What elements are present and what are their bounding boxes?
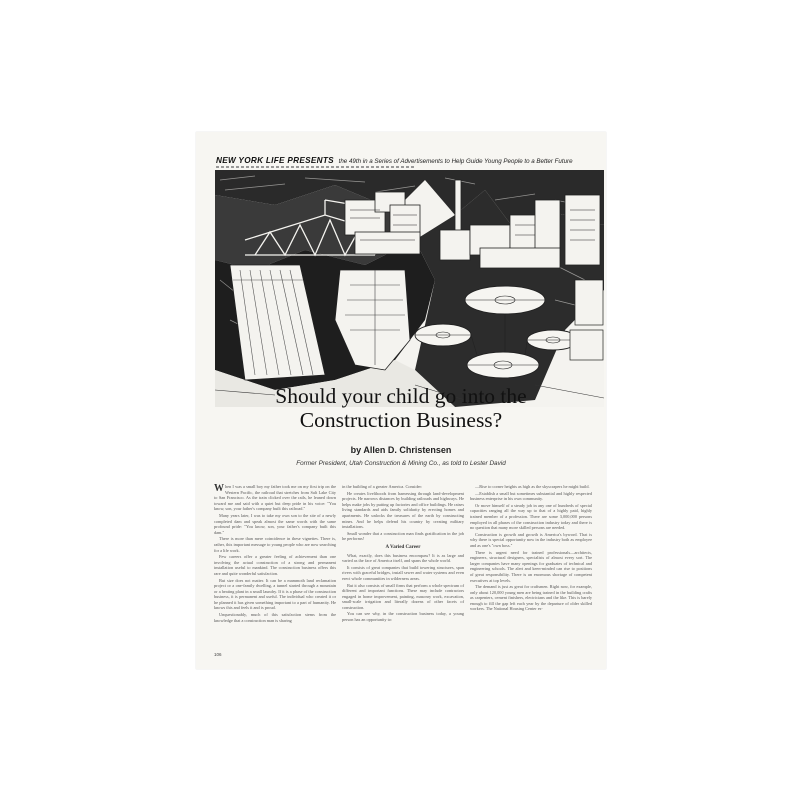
paragraph: You can see why, in the construction business today, a young person has an opportunity to: [342, 611, 464, 623]
paragraph: —Rise to corner heights as high as the skyscrapers he might build. [475, 484, 590, 489]
magazine-page [196, 132, 606, 669]
section-heading: A Varied Career [385, 544, 421, 550]
title-line-2: Construction Business? [299, 408, 503, 432]
brand-label: NEW YORK LIFE PRESENTS [216, 156, 334, 165]
page-number: 106 [214, 652, 222, 657]
paragraph: Or move himself of a steady job in any one of hundreds of special capacities ranging all the way up to that of a highly paid, highly trained member of a profession. There are some 3,000,000 persons employed in all phases of the construction industry today and there is no question that many more skilled persons are needed. [470, 502, 592, 531]
byline: by Allen D. Christensen [350, 445, 452, 455]
paragraph: He creates livelihoods from harnessing through land-development projects. He narrows distances by building railroads and highways. He helps make jobs by putting up factories and office buildings. He raises living standards and aids family solidarity by erecting homes and apartments. He unlocks the treasures of the earth by constructing mines. And he helps defend his country by creating military installations. [342, 490, 464, 530]
paragraph: There is urgent need for trained professionals—architects, engineers, structural designers, specialists of almost every sort. The larger companies have many openings for graduates of technical and engineering schools. The alert and keen-minded can rise to positions of great responsibility. There is an enormous shortage of competent executives at top levels. [470, 549, 592, 583]
paragraph: What, exactly, does this business encompass? It is as large and varied as the face of America itself, and spans the whole world. [342, 552, 464, 564]
paragraph: —Establish a small but sometimes substantial and highly respected business enterprise in his own community. [470, 490, 592, 502]
fine-print-rule [216, 166, 416, 168]
series-text: the 49th in a Series of Advertisements to Help Guide Young People to a Better Future [338, 158, 573, 165]
title-line-1: Should your child go into the [275, 384, 527, 408]
series-header [216, 156, 601, 165]
paragraph: It consists of great companies that build towering structures, span rivers with graceful bridges, install sewer and water systems and even erect whole communities in wilderness areas. [342, 564, 464, 581]
text-column-3 [470, 484, 592, 613]
paragraph: Construction is growth and growth is America's byword. That is why there is special opportunity now in the industry both as employee and as one's "own boss." [470, 531, 592, 548]
paragraph: Unquestionably, much of this satisfaction stems from the knowledge that a construction man is sharing [214, 612, 336, 623]
paragraph: But size does not matter. It can be a mammoth land reclamation project or a one-family dwelling, a tunnel started through a mountain or a heating plant in a small laundry. If it is a phase of the construction business, it is permanent and useful. The individual who created it or he planned it has given something important to a part of humanity. He knows this and feels it and is proud. [214, 577, 336, 611]
paragraph: But it also consists of small firms that perform a whole spectrum of different and important functions. These may include contractors engaged in home improvement, painting, masonry work, excavation, small-scale irrigation and literally dozens of other facets of construction. [342, 582, 464, 610]
drop-cap: W [214, 483, 224, 494]
construction-illustration [215, 170, 604, 407]
paragraph: The demand is just as great for craftsmen. Right now, for example, only about 120,000 young men are being trained in the building crafts as carpenters, cement finishers, electricians and the like. This is barely enough to fill the gap left each year by the departure of older skilled workers. The National Housing Center es- [470, 584, 592, 612]
author-affiliation: Former President, Utah Construction & Mining Co., as told to Lester David [296, 460, 506, 467]
text-column-2 [342, 484, 464, 624]
paragraph: in the building of a greater America. Consider: [342, 484, 423, 489]
text-column-1 [214, 484, 336, 624]
paragraph: Few careers offer a greater feeling of achievement than one involving the actual construction of a strong and permanent installation useful to mankind. The construction business offers this rare and quite wonderful satisfaction. [214, 554, 336, 576]
paragraph: hen I was a small boy my father took me on my first trip on the Western Pacific, the railroad that stretches from Salt Lake City to San Francisco. As the train clicked over the rails, he leaned down toward me and said with a quiet but deep pride in his voice: "You know, son, your father's company built this railroad." [214, 484, 336, 512]
paragraph: Small wonder that a construction man finds gratification in the job he performs! [342, 530, 464, 542]
paragraph: Many years later, I was to take my own son to the site of a newly completed dam and speak almost the same words with the same profound pride: "You know, son, your father's company built this dam." [214, 512, 336, 535]
paragraph: There is more than mere coincidence in these vignettes. There is, rather, this important message to young people who are now searching for a life work. [214, 536, 336, 553]
article-title [196, 384, 606, 432]
